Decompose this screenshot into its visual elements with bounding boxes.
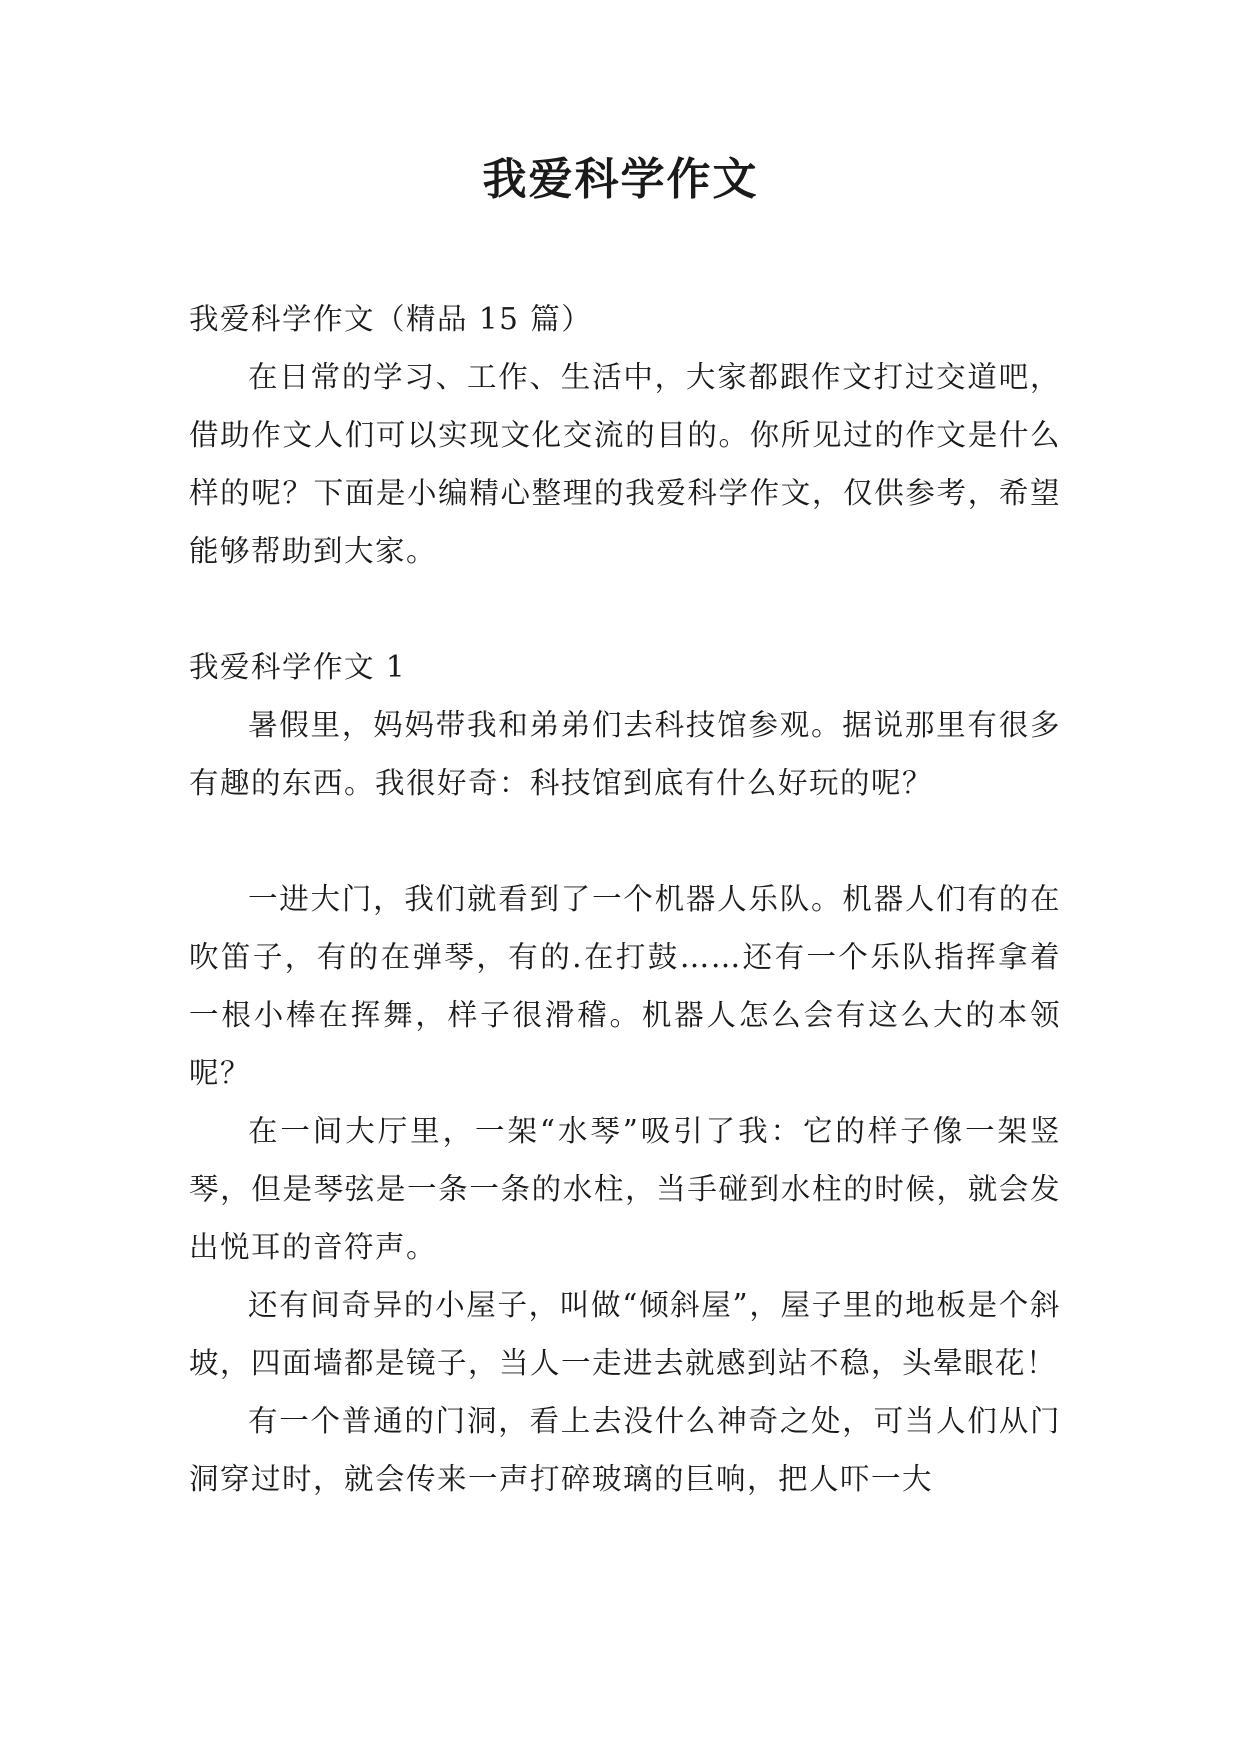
section-heading: 我爱科学作文 1 <box>189 650 407 684</box>
document-body <box>189 290 1061 1508</box>
document-title: 我爱科学作文 <box>482 154 759 205</box>
document-subtitle: 我爱科学作文（精品 15 篇） <box>189 302 593 336</box>
body-paragraph: 在一间大厅里，一架“水琴”吸引了我：它的样子像一架竖琴，但是琴弦是一条一条的水柱，当手碰到水柱的时候，就会发出悦耳的音符声。 <box>189 1114 1061 1264</box>
body-paragraph: 暑假里，妈妈带我和弟弟们去科技馆参观。据说那里有很多有趣的东西。我很好奇：科技馆到底有什么好玩的呢？ <box>189 708 1061 800</box>
body-paragraph: 一进大门，我们就看到了一个机器人乐队。机器人们有的在吹笛子，有的在弹琴，有的.在打鼓……还有一个乐队指挥拿着一根小棒在挥舞，样子很滑稽。机器人怎么会有这么大的本领呢？ <box>189 882 1061 1090</box>
body-paragraph: 还有间奇异的小屋子，叫做“倾斜屋”，屋子里的地板是个斜坡，四面墙都是镜子，当人一走进去就感到站不稳，头晕眼花！ <box>189 1288 1061 1380</box>
body-paragraph: 有一个普通的门洞，看上去没什么神奇之处，可当人们从门洞穿过时，就会传来一声打碎玻璃的巨响，把人吓一大 <box>189 1404 1061 1496</box>
intro-paragraph: 在日常的学习、工作、生活中，大家都跟作文打过交道吧，借助作文人们可以实现文化交流的目的。你所见过的作文是什么样的呢？下面是小编精心整理的我爱科学作文，仅供参考，希望能够帮助到大家。 <box>189 360 1061 568</box>
